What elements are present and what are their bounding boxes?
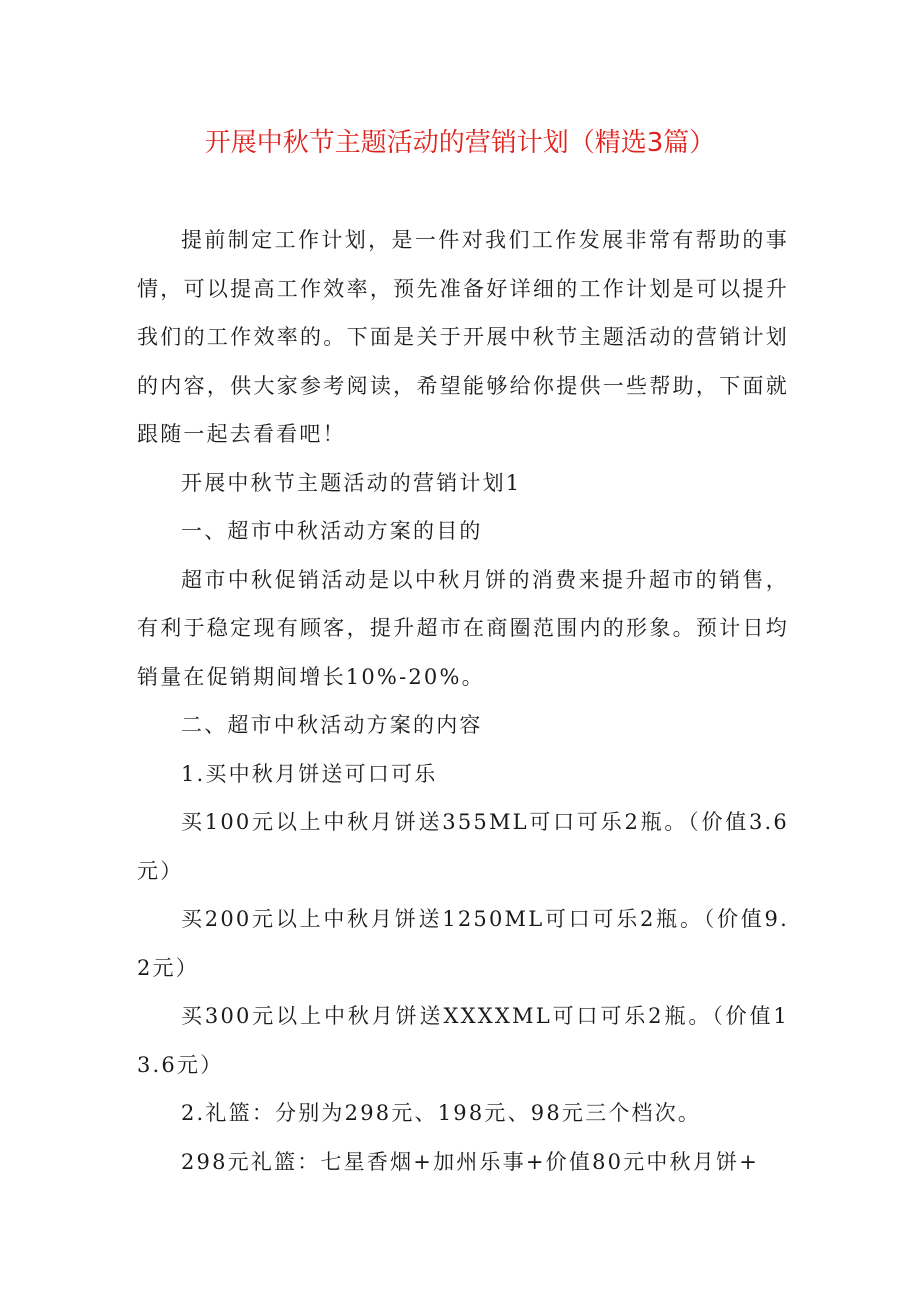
item-heading-mooncake-cola: 1.买中秋月饼送可口可乐 — [181, 761, 438, 786]
document-body — [137, 216, 789, 1186]
section-heading-plan-1: 开展中秋节主题活动的营销计划1 — [181, 470, 522, 495]
intro-paragraph: 提前制定工作计划，是一件对我们工作发展非常有帮助的事情，可以提高工作效率，预先准备好详细的工作计划是可以提升我们的工作效率的。下面是关于开展中秋节主题活动的营销计划的内容，供大家参考阅读，希望能够给你提供一些帮助，下面就跟随一起去看看吧！ — [137, 228, 789, 446]
offer-300: 买300元以上中秋月饼送XXXXML可口可乐2瓶。（价值13.6元） — [137, 1004, 789, 1077]
subheading-purpose: 一、超市中秋活动方案的目的 — [181, 519, 483, 543]
offer-100: 买100元以上中秋月饼送355ML可口可乐2瓶。（价值3.6元） — [137, 810, 789, 883]
subheading-content: 二、超市中秋活动方案的内容 — [181, 713, 483, 737]
document-title: 开展中秋节主题活动的营销计划（精选3篇） — [204, 128, 716, 158]
gift-basket-298: 298元礼篮：七星香烟+加州乐事+价值80元中秋月饼+ — [181, 1149, 759, 1174]
item-heading-gift-basket: 2.礼篮：分别为298元、198元、98元三个档次。 — [181, 1101, 702, 1125]
purpose-paragraph: 超市中秋促销活动是以中秋月饼的消费来提升超市的销售，有利于稳定现有顾客，提升超市在商圈范围内的形象。预计日均销量在促销期间增长10%-20%。 — [137, 567, 789, 689]
offer-200: 买200元以上中秋月饼送1250ML可口可乐2瓶。（价值9.2元） — [137, 907, 789, 980]
